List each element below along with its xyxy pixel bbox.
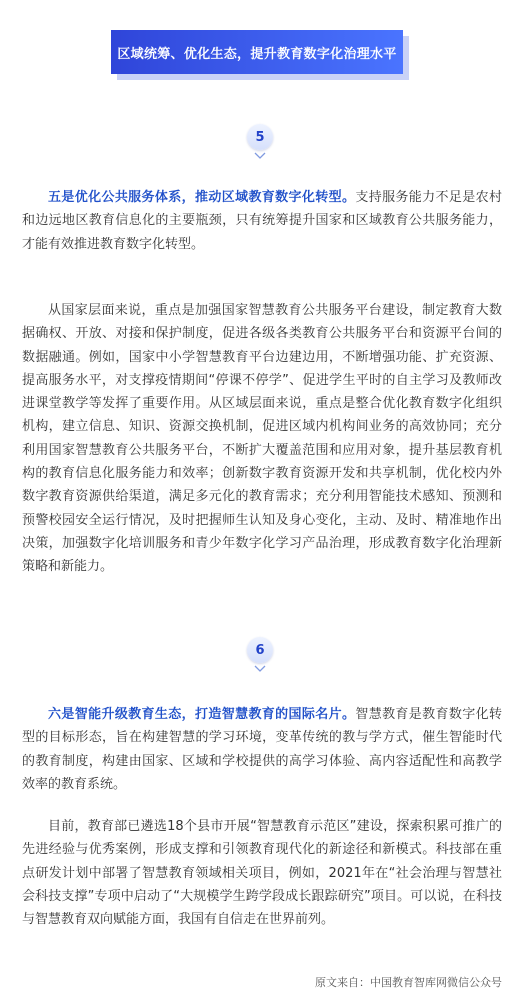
section-intro-paragraph (22, 703, 502, 796)
chevron-down-icon (254, 152, 266, 160)
section-body-paragraph: 目前，教育部已遴选18个县市开展“智慧教育示范区”建设，探索积累可推广的先进经验与优秀案例，形成支撑和引领教育现代化的新途径和新模式。科技部在重点研发计划中部署了智慧教育领域相关项目，例如，2021年在“社会治理与智慧社会科技支撑”专项中启动了“大规模学生跨学段成长跟踪研究”项目。可以说，在科技与智慧教育双向赋能方面，我国有自信走在世界前列。 (22, 819, 502, 928)
chevron-down-icon (254, 665, 266, 673)
section-body-paragraph: 从国家层面来说，重点是加强国家智慧教育公共服务平台建设，制定教育大数据确权、开放、对接和保护制度，促进各级各类教育公共服务平台和资源平台间的数据融通。例如，国家中小学智慧教育平台边建边用，不断增强功能、扩充资源、提高服务水平，对支撑疫情期间“停课不停学”、促进学生平时的自主学习及教师改进课堂教学等发挥了重要作用。从区域层面来说，重点是整合优化教育数字化组织机构，建立信息、知识、资源交换机制，促进区域内机构间业务的高效协同；充分利用国家智慧教育公共服务平台，不断扩大覆盖范围和应用对象，提升基层教育机构的教育信息化服务能力和效率；创新数字教育资源开发和共享机制，优化校内外数字教育资源供给渠道，满足多元化的教育需求；充分利用智能技术感知、预测和预警校园安全运行情况，及时把握师生认知及身心变化，主动、及时、精准地作出决策，加强数字化培训服务和青少年数字化学习产品治理，形成教育数字化治理新策略和新能力。 (22, 303, 502, 575)
section-intro-paragraph (22, 186, 502, 256)
section-banner (111, 30, 411, 80)
section-intro-highlight: 六是智能升级教育生态，打造智慧教育的国际名片。 (48, 707, 356, 722)
source-attribution: 原文来自：中国教育智库网微信公众号 (315, 976, 502, 989)
banner-title: 区域统筹、优化生态，提升教育数字化治理水平 (111, 30, 403, 74)
section-number-badge: 6 (247, 637, 273, 663)
section-intro-highlight: 五是优化公共服务体系，推动区域教育数字化转型。 (48, 190, 356, 205)
section-intro-text: 支持服务能力不足是农村和边远地区教育信息化的主要瓶颈，只有统筹提升国家和区域教育公共服务能力，才能有效推进教育数字化转型。 (22, 190, 502, 252)
section-intro-text: 智慧教育是教育数字化转型的目标形态，旨在构建智慧的学习环境，变革传统的教与学方式，催生智能时代的教育制度，构建由国家、区域和学校提供的高学习体验、高内容适配性和高教学效率的教育系统。 (22, 707, 502, 792)
section-number-badge: 5 (247, 124, 273, 150)
